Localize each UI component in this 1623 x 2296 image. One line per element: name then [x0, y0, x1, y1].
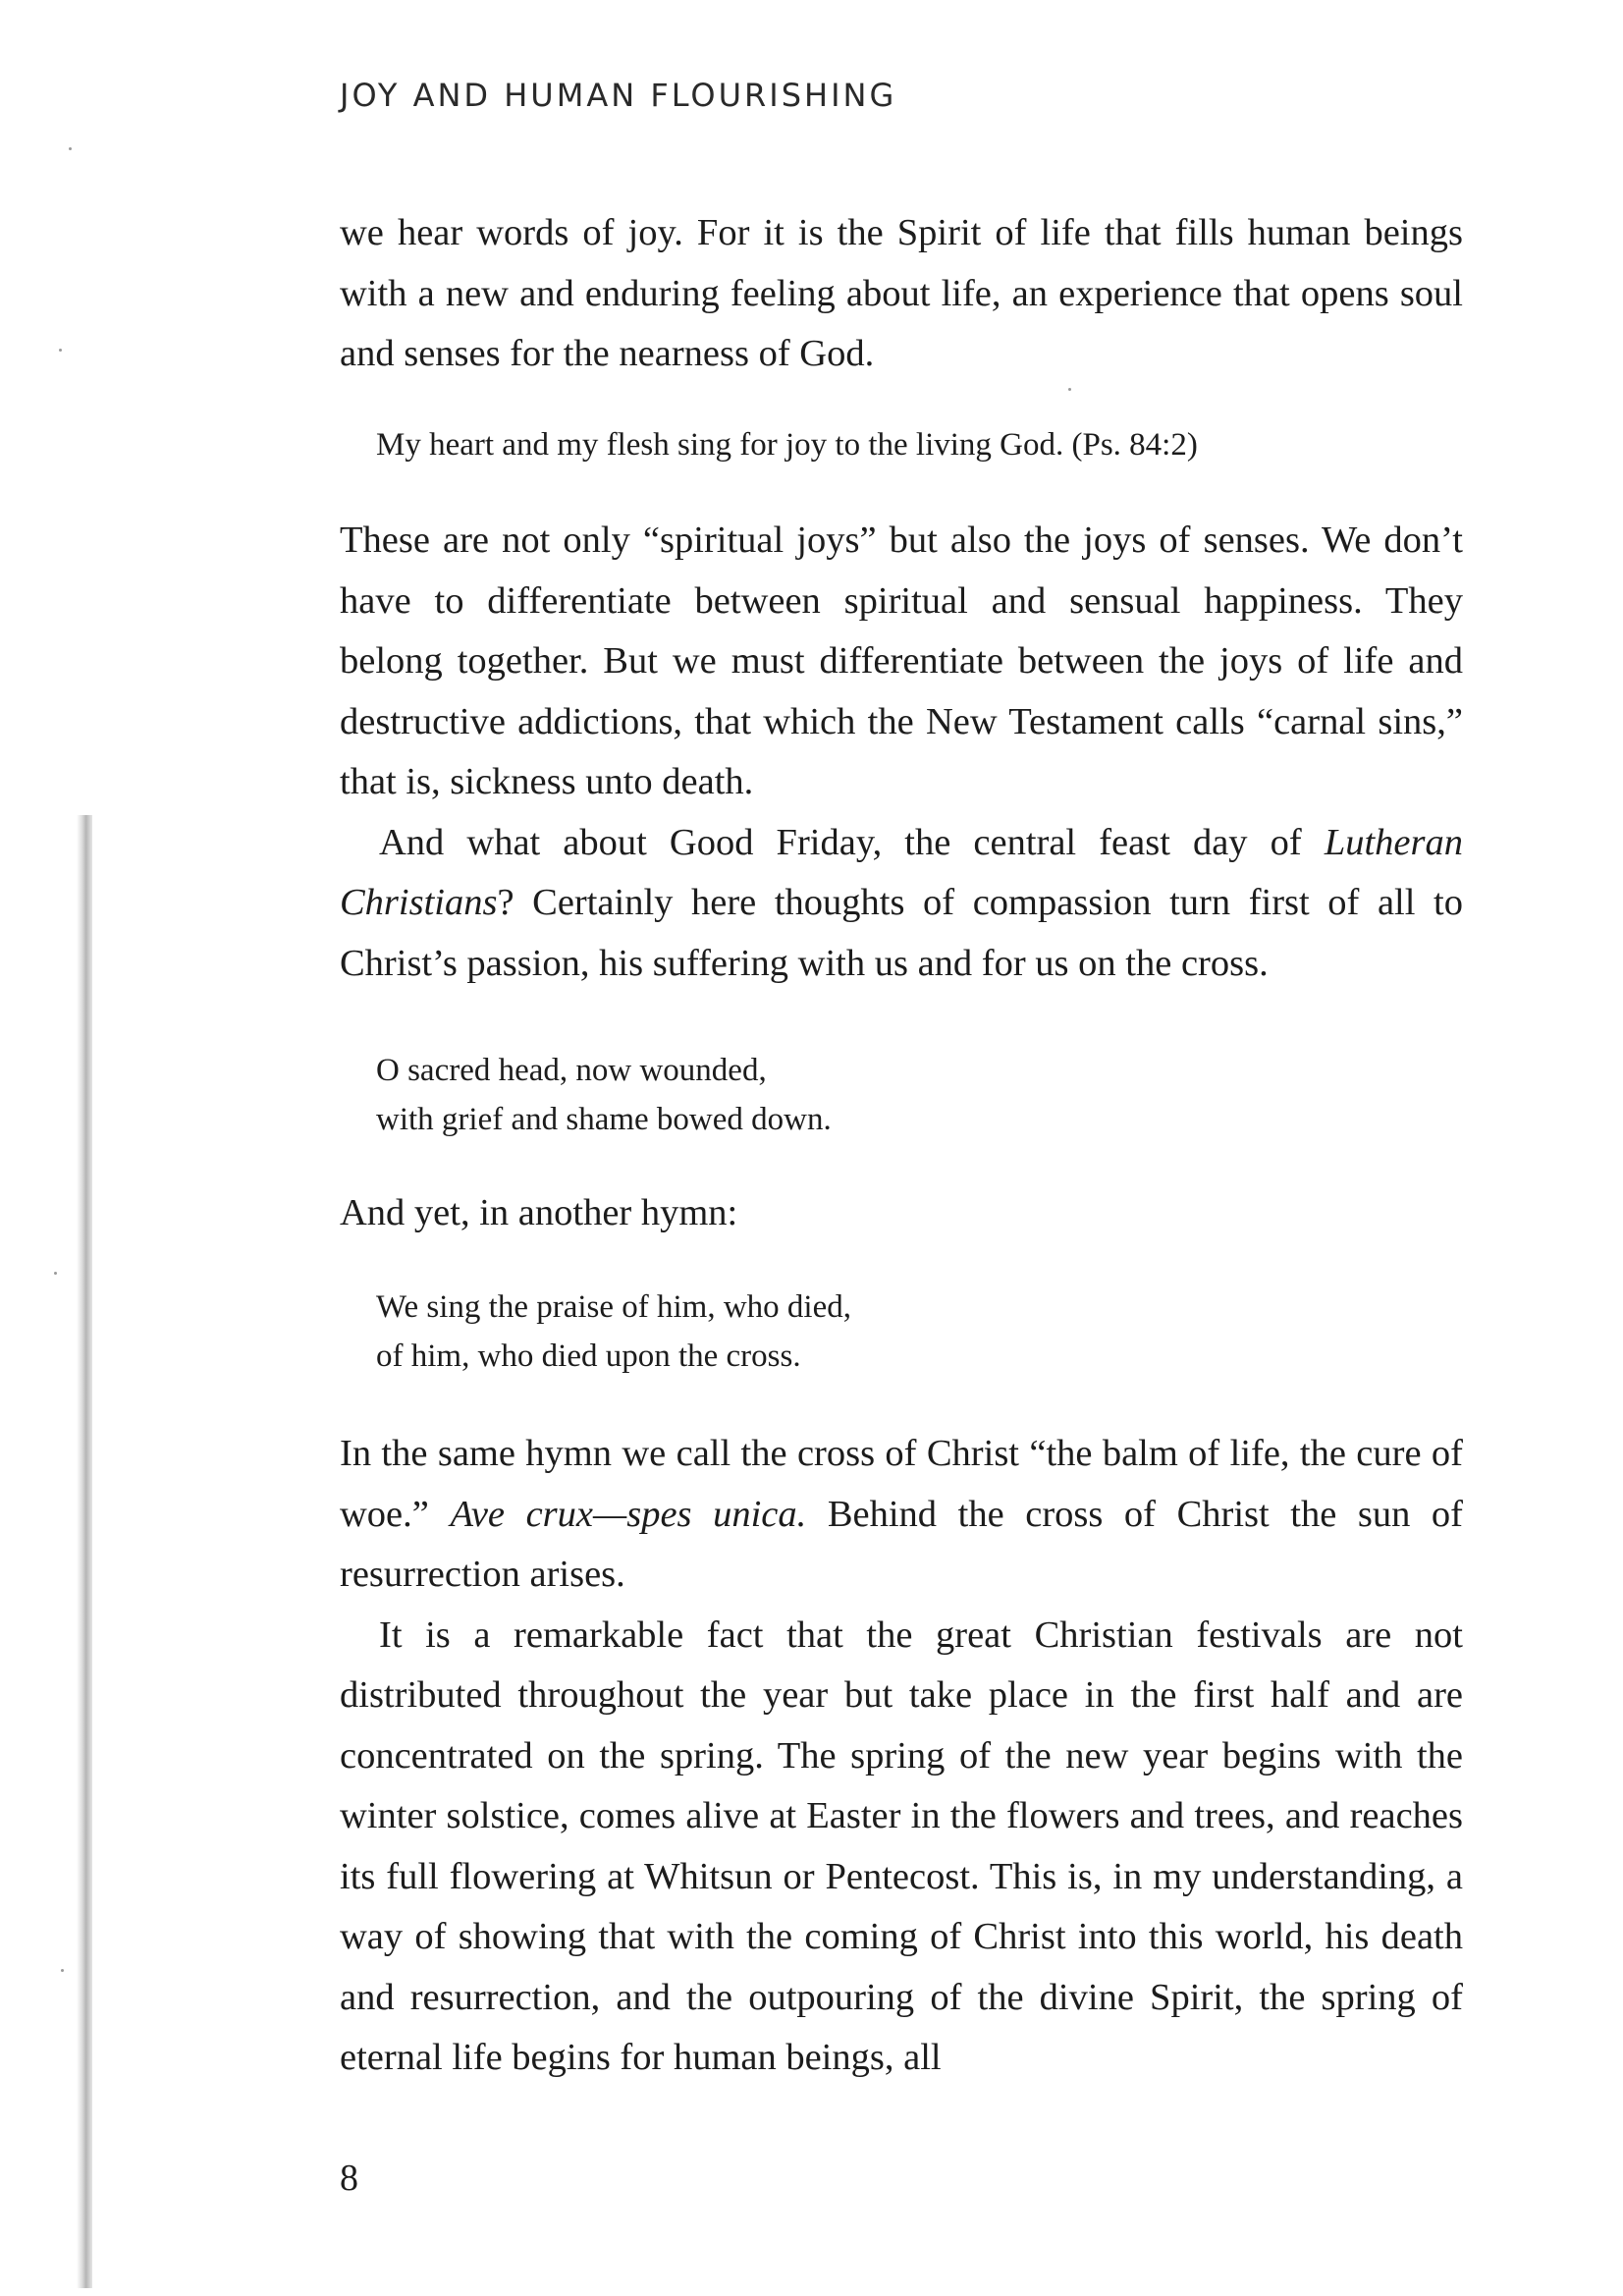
paragraph-3-text-a: And what about Good Friday, the central feast day of [379, 821, 1325, 863]
paragraph-group-5 [340, 1424, 1463, 2089]
paragraph-3 [340, 813, 1463, 995]
quote-hymn-1-line-2: with grief and shame bowed down. [376, 1102, 832, 1137]
quote-hymn-1 [376, 1046, 832, 1144]
scan-speck [69, 147, 72, 150]
paragraph-1 [340, 203, 1463, 385]
paragraph-5-text-b: Behind the cross of Christ the sun of resurrection arises. [340, 1493, 1463, 1595]
page-number: 8 [340, 2158, 358, 2199]
paragraph-4: And yet, in another hymn: [340, 1192, 738, 1233]
paragraph-6: It is a remarkable fact that the great Christian festivals are not distributed throughout the year but take place in the first half and are concentrated on the spring. The spring of the new year begins with the winter solstice, comes alive at Easter in the flowers and trees, and reaches its full flowering at Whitsun or Pentecost. This is, in my understanding, a way of showing that with the coming of Christ into this world, his death and resurrection, and the outpouring of the divine Spirit, the spring of eternal life begins for human beings, all [340, 1613, 1463, 2078]
paragraph-4-block [340, 1183, 1463, 1244]
paragraph-5-text-a: In the same hymn we call the cross of Christ “the balm of life, the cure of woe.” [340, 1433, 1463, 1535]
quote-hymn-1-line-1: O sacred head, now wounded, [376, 1053, 767, 1088]
quote-psalm: My heart and my flesh sing for joy to the living God. (Ps. 84:2) [376, 427, 1198, 463]
scan-speck [59, 349, 62, 352]
running-head: JOY AND HUMAN FLOURISHING [340, 77, 897, 114]
paragraph-5 [340, 1424, 1463, 1606]
scan-speck [61, 1969, 64, 1972]
paragraph-3-italic: Lutheran Christians [340, 821, 1463, 923]
quote-hymn-2 [376, 1283, 851, 1381]
quote-hymn-2-line-1: We sing the praise of him, who died, [376, 1289, 851, 1325]
paragraph-5-italic: Ave crux—spes unica. [450, 1493, 807, 1535]
quote-hymn-2-line-2: of him, who died upon the cross. [376, 1339, 801, 1374]
scan-speck [1068, 388, 1071, 391]
paragraph-2: These are not only “spiritual joys” but also the joys of senses. We don’t have to differentiate between spiritual and sensual happiness. They belong together. But we must differentiate between the joys of life and destructive addictions, that which the New Testament calls “carnal sins,” that is, sickness unto death. [340, 519, 1463, 802]
scan-shadow-edge [77, 815, 92, 2288]
paragraph-3-text-b: ? Certainly here thoughts of compassion turn first of all to Christ’s passion, his suffering with us and for us on the cross. [340, 882, 1463, 984]
paragraph-group-2 [340, 511, 1463, 994]
scan-speck [54, 1272, 57, 1275]
paragraph-text: we hear words of joy. For it is the Spirit of life that fills human beings with a new and enduring feeling about life, an experience that opens soul and senses for the nearness of God. [340, 212, 1463, 374]
